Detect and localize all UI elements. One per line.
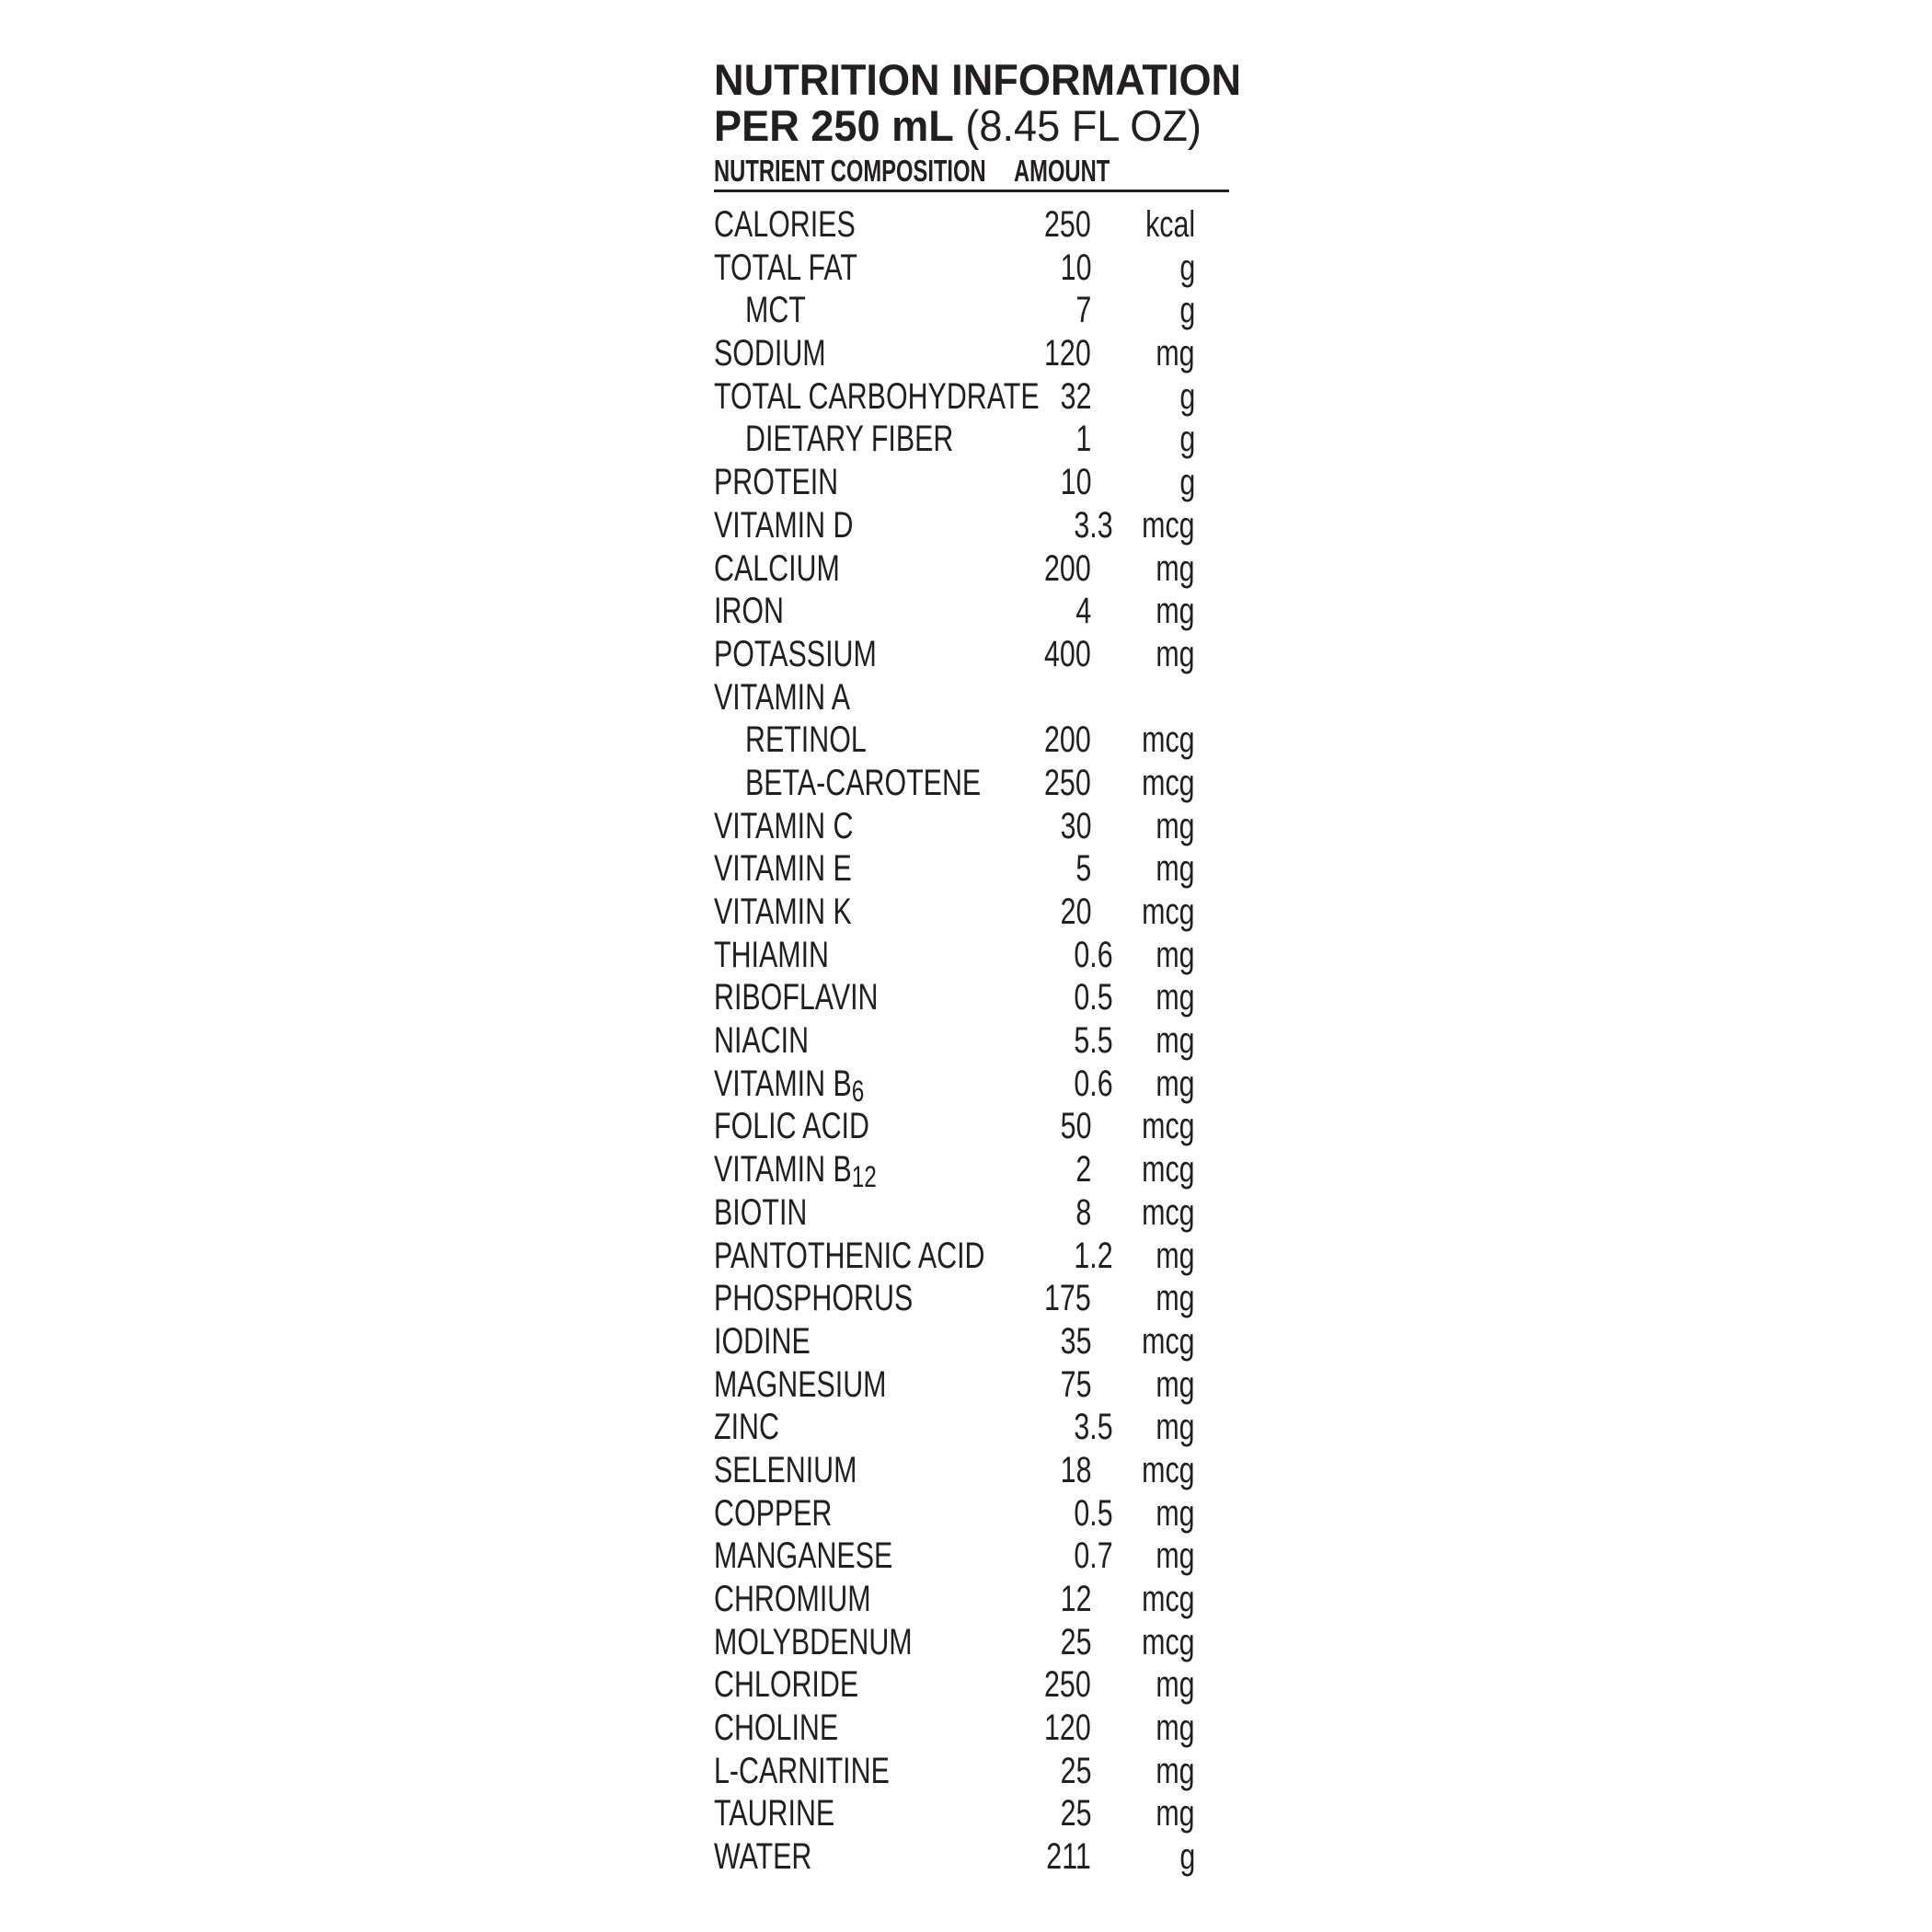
nutrient-amount: 1 [1075, 419, 1091, 460]
nutrient-row [714, 289, 1229, 332]
nutrient-name-text: MCT [745, 290, 806, 331]
nutrient-name-text: VITAMIN D [714, 504, 854, 546]
nutrient-amount: 75 [1060, 1363, 1091, 1405]
nutrient-name-text: VITAMIN B [714, 1063, 852, 1104]
nutrient-row [714, 590, 1229, 633]
nutrient-name [714, 1621, 913, 1664]
nutrient-name [714, 1707, 838, 1750]
nutrient-amount: 32 [1060, 375, 1091, 417]
nutrient-row [714, 633, 1229, 676]
nutrient-amount: 5.5 [1074, 1020, 1113, 1062]
nutrient-name-text: L-CARNITINE [714, 1750, 890, 1791]
nutrient-row [714, 1492, 1229, 1535]
nutrient-row [714, 1835, 1229, 1879]
nutrient-amount: 25 [1060, 1750, 1091, 1791]
nutrient-row [714, 1235, 1229, 1278]
nutrient-name-text: POTASSIUM [714, 633, 877, 674]
nutrient-unit: g [1179, 419, 1195, 460]
nutrient-name-text: RIBOFLAVIN [714, 977, 879, 1018]
nutrient-amount: 30 [1060, 805, 1091, 846]
nutrient-row [714, 1148, 1229, 1194]
nutrient-amount: 400 [1044, 633, 1091, 674]
nutrient-row [714, 1707, 1229, 1750]
nutrient-unit: mg [1156, 1664, 1195, 1706]
nutrient-unit: mg [1156, 1020, 1195, 1062]
nutrient-row [714, 934, 1229, 977]
nutrient-unit: mcg [1142, 1579, 1195, 1619]
nutrient-name-text: VITAMIN E [714, 848, 852, 890]
nutrient-name-text: MANGANESE [714, 1535, 893, 1577]
nutrient-name-text: BIOTIN [714, 1191, 808, 1233]
nutrient-unit: mg [1156, 1063, 1195, 1104]
nutrient-unit: mcg [1142, 891, 1195, 932]
serving-size-metric: PER 250 mL [714, 101, 954, 150]
column-header-nutrient: NUTRIENT COMPOSITION [714, 154, 986, 188]
nutrient-name-text: CHLORIDE [714, 1664, 859, 1706]
nutrient-unit: mcg [1142, 1191, 1195, 1233]
nutrient-unit: mcg [1142, 1320, 1195, 1362]
nutrient-unit: g [1179, 375, 1195, 417]
nutrient-row [714, 203, 1229, 247]
nutrient-amount: 175 [1044, 1278, 1091, 1319]
nutrient-amount: 2 [1075, 1149, 1091, 1190]
nutrient-unit: mg [1156, 547, 1195, 589]
nutrient-name [714, 1406, 779, 1449]
nutrient-name [714, 891, 852, 934]
nutrient-name [714, 1105, 869, 1148]
nutrient-amount: 0.7 [1074, 1535, 1113, 1577]
nutrient-row [714, 1063, 1229, 1106]
nutrient-name [714, 547, 840, 591]
nutrient-name [714, 1835, 811, 1879]
nutrient-row [714, 247, 1229, 290]
nutrient-name [714, 1535, 892, 1578]
nutrient-amount: 3.5 [1074, 1407, 1113, 1448]
nutrient-name-text: CALORIES [714, 204, 856, 245]
nutrient-name-text: SODIUM [714, 333, 826, 374]
nutrient-row [714, 805, 1229, 848]
nutrient-unit: mcg [1142, 719, 1195, 761]
nutrient-amount: 10 [1060, 247, 1091, 288]
nutrient-unit: mg [1156, 1235, 1195, 1276]
nutrient-unit: mg [1156, 591, 1195, 632]
nutrient-amount: 211 [1046, 1836, 1091, 1878]
nutrient-row [714, 891, 1229, 934]
nutrient-subscript: 12 [851, 1160, 877, 1194]
nutrient-name [714, 976, 879, 1019]
nutrient-amount: 7 [1075, 290, 1091, 331]
nutrient-unit: mg [1156, 1535, 1195, 1577]
nutrient-amount: 200 [1044, 547, 1091, 589]
nutrient-name [714, 1578, 871, 1621]
nutrient-name-text: VITAMIN K [714, 891, 852, 932]
nutrient-unit: mg [1156, 934, 1195, 975]
nutrient-name-text: SELENIUM [714, 1449, 857, 1490]
serving-size-imperial: (8.45 FL OZ) [965, 101, 1202, 150]
nutrient-amount: 120 [1044, 1708, 1091, 1749]
nutrient-row [714, 1320, 1229, 1363]
nutrient-name-text: PROTEIN [714, 462, 839, 503]
nutrient-row [714, 1019, 1229, 1063]
nutrient-unit: mg [1156, 977, 1195, 1018]
nutrient-amount: 0.6 [1074, 1063, 1113, 1104]
nutrient-name [745, 719, 867, 762]
nutrient-name-text: MAGNESIUM [714, 1363, 887, 1405]
nutrient-amount: 0.6 [1074, 934, 1113, 975]
nutrient-name [745, 289, 806, 332]
nutrient-row [714, 1535, 1229, 1578]
panel-title: NUTRITION INFORMATION [714, 55, 1242, 104]
nutrient-name [714, 633, 877, 676]
nutrient-amount: 250 [1044, 204, 1091, 245]
nutrient-name [745, 418, 953, 461]
nutrient-unit: kcal [1144, 204, 1195, 245]
nutrient-amount: 8 [1075, 1191, 1091, 1233]
nutrient-name [714, 247, 857, 290]
nutrient-name [714, 590, 784, 633]
nutrient-name-text: ZINC [714, 1407, 779, 1448]
nutrient-name-text: CHOLINE [714, 1708, 839, 1749]
nutrient-unit: mg [1156, 1708, 1195, 1749]
nutrient-name [714, 934, 829, 977]
nutrient-amount: 200 [1044, 719, 1091, 761]
nutrient-name-text: FOLIC ACID [714, 1106, 869, 1147]
nutrient-name [714, 504, 853, 547]
nutrient-amount: 250 [1044, 1664, 1091, 1706]
nutrient-unit: mcg [1142, 504, 1195, 546]
nutrient-unit: mg [1156, 1750, 1195, 1791]
nutrient-name-text: IODINE [714, 1320, 811, 1362]
nutrient-amount: 0.5 [1074, 1492, 1113, 1534]
nutrient-name [745, 762, 981, 805]
nutrient-name [714, 1019, 809, 1063]
nutrient-name-text: VITAMIN A [714, 676, 851, 718]
column-header-amount: AMOUNT [1014, 154, 1110, 188]
nutrient-amount: 18 [1060, 1449, 1091, 1490]
nutrient-amount: 4 [1075, 591, 1091, 632]
nutrient-row [714, 1621, 1229, 1664]
nutrient-row [714, 1105, 1229, 1148]
nutrient-name-text: VITAMIN B [714, 1149, 852, 1190]
nutrient-name-text: THIAMIN [714, 934, 829, 975]
nutrient-amount: 0.5 [1074, 977, 1113, 1018]
nutrient-amount: 20 [1060, 891, 1091, 932]
nutrient-amount: 5 [1075, 848, 1091, 890]
nutrient-name [714, 1792, 834, 1835]
nutrient-name [714, 805, 853, 848]
nutrient-unit: mg [1156, 333, 1195, 374]
nutrient-unit: g [1179, 1836, 1195, 1878]
nutrient-name [714, 1320, 811, 1363]
nutrient-unit: mcg [1142, 762, 1195, 803]
nutrient-unit: g [1179, 290, 1195, 331]
nutrient-subscript: 6 [851, 1074, 865, 1108]
nutrient-row [714, 1750, 1229, 1793]
nutrient-unit: mg [1156, 1793, 1195, 1834]
nutrient-row [714, 547, 1229, 591]
nutrient-unit: g [1179, 462, 1195, 503]
nutrient-amount: 25 [1060, 1793, 1091, 1834]
nutrient-name-text: RETINOL [745, 719, 867, 761]
nutrient-unit: mg [1156, 1363, 1195, 1405]
nutrient-row [714, 1792, 1229, 1835]
nutrient-row [714, 676, 1229, 719]
nutrient-name-text: VITAMIN C [714, 805, 854, 846]
nutrient-row [714, 847, 1229, 891]
nutrient-row [714, 1363, 1229, 1407]
header-divider [714, 190, 1229, 192]
nutrient-row [714, 719, 1229, 762]
nutrient-list [714, 203, 1229, 1879]
nutrient-row [714, 418, 1229, 461]
nutrient-name [714, 203, 856, 247]
nutrient-amount: 35 [1060, 1320, 1091, 1362]
nutrient-name [714, 1663, 858, 1707]
nutrient-row [714, 1578, 1229, 1621]
nutrient-name [714, 332, 826, 375]
nutrient-row [714, 1191, 1229, 1235]
nutrient-name-text: TOTAL FAT [714, 247, 857, 288]
nutrient-unit: g [1179, 247, 1195, 288]
nutrient-row [714, 332, 1229, 375]
nutrient-name-text: COPPER [714, 1492, 833, 1534]
nutrient-amount: 25 [1060, 1621, 1091, 1662]
nutrient-unit: mg [1156, 848, 1195, 890]
nutrient-name-text: TOTAL CARBOHYDRATE [714, 375, 1040, 417]
nutrient-row [714, 1277, 1229, 1320]
nutrient-row [714, 375, 1229, 419]
nutrient-row [714, 1449, 1229, 1492]
nutrient-name [714, 1235, 984, 1278]
column-headers [714, 153, 1229, 190]
nutrient-name [714, 1277, 913, 1320]
nutrient-unit: mcg [1142, 1449, 1195, 1490]
nutrient-name [714, 1750, 890, 1793]
nutrient-row [714, 504, 1229, 547]
nutrient-row [714, 1406, 1229, 1449]
serving-size [714, 103, 1209, 149]
nutrient-unit: mg [1156, 633, 1195, 674]
nutrient-unit: mcg [1142, 1106, 1195, 1147]
nutrient-name-text: PHOSPHORUS [714, 1278, 914, 1319]
nutrient-name [714, 1363, 886, 1407]
nutrient-amount: 3.3 [1074, 504, 1113, 546]
nutrient-name-text: CALCIUM [714, 547, 840, 589]
nutrient-row [714, 976, 1229, 1019]
nutrient-name [714, 1492, 832, 1535]
nutrient-unit: mg [1156, 1278, 1195, 1319]
nutrient-name [714, 847, 852, 891]
nutrient-name-text: IRON [714, 591, 784, 632]
nutrient-amount: 250 [1044, 762, 1091, 803]
nutrient-name-text: BETA-CAROTENE [745, 762, 982, 803]
nutrient-name-text: TAURINE [714, 1793, 835, 1834]
nutrient-amount: 1.2 [1074, 1235, 1113, 1276]
nutrition-panel [714, 55, 1242, 1879]
nutrient-row [714, 1663, 1229, 1707]
nutrient-name [714, 1191, 807, 1235]
nutrient-amount: 120 [1044, 333, 1091, 374]
nutrient-amount: 10 [1060, 462, 1091, 503]
nutrient-unit: mg [1156, 805, 1195, 846]
nutrient-name-text: MOLYBDENUM [714, 1621, 913, 1662]
nutrient-name-text: WATER [714, 1836, 812, 1878]
nutrient-name-text: CHROMIUM [714, 1579, 871, 1619]
nutrient-unit: mg [1156, 1407, 1195, 1448]
nutrient-name [714, 375, 1040, 419]
nutrient-unit: mcg [1142, 1149, 1195, 1190]
nutrient-name [714, 676, 850, 719]
nutrient-name [714, 1449, 857, 1492]
nutrient-amount: 50 [1060, 1106, 1091, 1147]
nutrient-name [714, 461, 838, 504]
nutrient-row [714, 461, 1229, 504]
nutrient-unit: mcg [1142, 1621, 1195, 1662]
nutrient-amount: 12 [1060, 1579, 1091, 1619]
nutrient-unit: mg [1156, 1492, 1195, 1534]
nutrient-name-text: NIACIN [714, 1020, 810, 1062]
nutrient-name-text: DIETARY FIBER [745, 419, 954, 460]
nutrient-name-text: PANTOTHENIC ACID [714, 1235, 985, 1276]
nutrient-row [714, 762, 1229, 805]
